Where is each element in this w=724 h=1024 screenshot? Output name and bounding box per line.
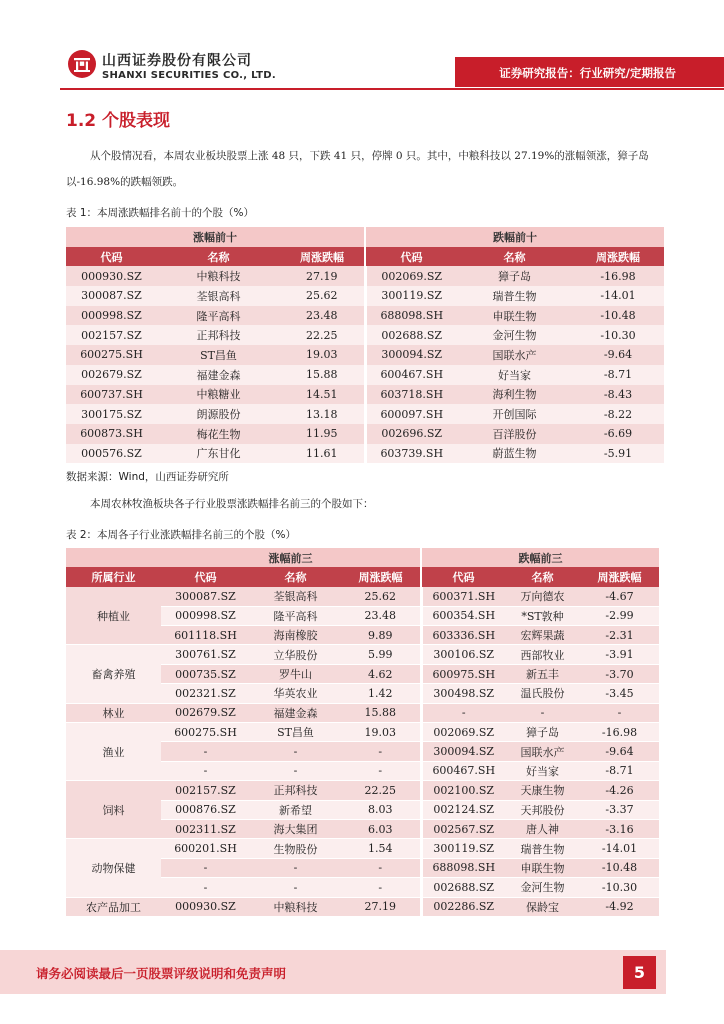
table-cell: -8.43 xyxy=(572,385,664,405)
table-cell: 603336.SH xyxy=(421,626,505,645)
table-cell: 600275.SH xyxy=(161,723,250,742)
table-cell: 獐子岛 xyxy=(457,266,572,286)
data-source: 数据来源：Wind，山西证券研究所 xyxy=(66,471,229,483)
table-row xyxy=(66,424,664,444)
table-row xyxy=(66,286,664,306)
table-cell: -3.16 xyxy=(580,819,659,838)
column-header: 周涨跌幅 xyxy=(341,567,421,586)
table-cell: 002679.SZ xyxy=(66,365,157,385)
table-cell: 申联生物 xyxy=(505,858,580,877)
table-cell: -16.98 xyxy=(580,723,659,742)
table-cell: 万向德农 xyxy=(505,587,580,606)
column-header: 代码 xyxy=(161,567,250,586)
table-row xyxy=(66,266,664,286)
group-header-up: 涨幅前三 xyxy=(161,548,421,567)
table-cell: 生物股份 xyxy=(250,839,341,858)
table-row xyxy=(66,781,659,800)
table-cell: 中粮科技 xyxy=(157,266,280,286)
company-logo-icon xyxy=(67,49,97,79)
industry-cell: 种植业 xyxy=(66,587,161,645)
column-header: 代码 xyxy=(66,247,157,267)
table-cell: - xyxy=(580,703,659,722)
table-cell: - xyxy=(161,858,250,877)
paragraph-intro: 本周农林牧渔板块各子行业股票涨跌幅排名前三的个股如下： xyxy=(90,498,374,510)
table-cell: 开创国际 xyxy=(457,404,572,424)
table-cell: 獐子岛 xyxy=(505,723,580,742)
table-cell: 603739.SH xyxy=(365,444,457,464)
table-cell: 000930.SZ xyxy=(161,897,250,916)
table-cell: -10.30 xyxy=(580,878,659,897)
table-cell: 好当家 xyxy=(505,761,580,780)
table-cell: 002321.SZ xyxy=(161,684,250,703)
table-cell: 西部牧业 xyxy=(505,645,580,664)
table-cell: 罗牛山 xyxy=(250,664,341,683)
table-row xyxy=(66,587,659,606)
table-cell: -16.98 xyxy=(572,266,664,286)
group-header-down: 跌幅前三 xyxy=(421,548,659,567)
table-cell: 瑞普生物 xyxy=(505,839,580,858)
column-header: 名称 xyxy=(457,247,572,267)
table-cell: 华英农业 xyxy=(250,684,341,703)
column-header: 周涨跌幅 xyxy=(572,247,664,267)
table-cell: -3.70 xyxy=(580,664,659,683)
table-cell: 海利生物 xyxy=(457,385,572,405)
table-row xyxy=(66,306,664,326)
table-subindustry-top3 xyxy=(66,548,659,917)
table-cell: 9.89 xyxy=(341,626,421,645)
company-name-cn: 山西证券股份有限公司 xyxy=(102,53,252,69)
table-cell: 温氏股份 xyxy=(505,684,580,703)
table-cell: 正邦科技 xyxy=(157,325,280,345)
table-cell: 申联生物 xyxy=(457,306,572,326)
table-cell: 600467.SH xyxy=(365,365,457,385)
table-cell: - xyxy=(341,761,421,780)
table-cell: 国联水产 xyxy=(505,742,580,761)
table-cell: 金河生物 xyxy=(457,325,572,345)
industry-cell: 林业 xyxy=(66,703,161,722)
table-cell: 600354.SH xyxy=(421,606,505,625)
table-cell: 688098.SH xyxy=(421,858,505,877)
table-cell: 22.25 xyxy=(341,781,421,800)
table-cell: 600275.SH xyxy=(66,345,157,365)
table-cell: 新五丰 xyxy=(505,664,580,683)
table-cell: 百洋股份 xyxy=(457,424,572,444)
table-cell: 002124.SZ xyxy=(421,800,505,819)
table-cell: - xyxy=(250,878,341,897)
table-cell: 000735.SZ xyxy=(161,664,250,683)
table-cell: 广东甘化 xyxy=(157,444,280,464)
table-cell: 002311.SZ xyxy=(161,819,250,838)
table-cell: 002157.SZ xyxy=(161,781,250,800)
table-cell: 隆平高科 xyxy=(157,306,280,326)
table-cell: 1.54 xyxy=(341,839,421,858)
table-cell: 000930.SZ xyxy=(66,266,157,286)
table-cell: 23.48 xyxy=(341,606,421,625)
table-cell: -3.45 xyxy=(580,684,659,703)
table-row xyxy=(66,723,659,742)
table-cell: - xyxy=(250,858,341,877)
table-cell: - xyxy=(161,878,250,897)
table-cell: 新希望 xyxy=(250,800,341,819)
table-cell: -9.64 xyxy=(572,345,664,365)
table-cell: 天邦股份 xyxy=(505,800,580,819)
table-cell: 600975.SH xyxy=(421,664,505,683)
table-row xyxy=(66,645,659,664)
table-cell: 300119.SZ xyxy=(365,286,457,306)
table-cell: 8.03 xyxy=(341,800,421,819)
table-cell: 隆平高科 xyxy=(250,606,341,625)
table-cell: 300094.SZ xyxy=(365,345,457,365)
table-cell: 000998.SZ xyxy=(66,306,157,326)
table-cell: 福建金森 xyxy=(157,365,280,385)
table-cell: *ST敦种 xyxy=(505,606,580,625)
table-cell: 002069.SZ xyxy=(421,723,505,742)
column-header: 周涨跌幅 xyxy=(280,247,365,267)
table-cell: 4.62 xyxy=(341,664,421,683)
table-cell: -10.30 xyxy=(572,325,664,345)
table-cell: 300498.SZ xyxy=(421,684,505,703)
table-row xyxy=(66,385,664,405)
table-cell: 002100.SZ xyxy=(421,781,505,800)
table-row xyxy=(66,345,664,365)
industry-cell: 畜禽养殖 xyxy=(66,645,161,703)
table-cell: 002157.SZ xyxy=(66,325,157,345)
table-cell: -14.01 xyxy=(580,839,659,858)
table1-caption: 表 1：本周涨跌幅排名前十的个股（%） xyxy=(66,207,254,219)
table-cell: -5.91 xyxy=(572,444,664,464)
table-cell: 中粮糖业 xyxy=(157,385,280,405)
table-cell: - xyxy=(421,703,505,722)
table-cell: - xyxy=(341,742,421,761)
footer-bar xyxy=(0,950,666,994)
table-cell: 603718.SH xyxy=(365,385,457,405)
table-cell: 300119.SZ xyxy=(421,839,505,858)
table-cell: -9.64 xyxy=(580,742,659,761)
table-cell: 19.03 xyxy=(341,723,421,742)
table-cell: -3.37 xyxy=(580,800,659,819)
column-header: 名称 xyxy=(505,567,580,586)
table-cell: 11.95 xyxy=(280,424,365,444)
table-cell: -3.91 xyxy=(580,645,659,664)
table-cell: - xyxy=(161,761,250,780)
table-cell: 国联水产 xyxy=(457,345,572,365)
column-header: 所属行业 xyxy=(66,567,161,586)
table-cell: 15.88 xyxy=(280,365,365,385)
table-cell: 300761.SZ xyxy=(161,645,250,664)
table-top10 xyxy=(66,227,664,463)
table-cell: 000998.SZ xyxy=(161,606,250,625)
table-row xyxy=(66,839,659,858)
table-cell: 天康生物 xyxy=(505,781,580,800)
table-cell: 300106.SZ xyxy=(421,645,505,664)
table-cell: 27.19 xyxy=(341,897,421,916)
table-row xyxy=(66,404,664,424)
table-cell: 25.62 xyxy=(280,286,365,306)
table-cell: 中粮科技 xyxy=(250,897,341,916)
table-cell: 27.19 xyxy=(280,266,365,286)
table-row xyxy=(66,897,659,916)
table-cell: 300175.SZ xyxy=(66,404,157,424)
report-type: 证券研究报告：行业研究/定期报告 xyxy=(499,66,676,80)
table-cell: 002688.SZ xyxy=(421,878,505,897)
company-name-en: SHANXI SECURITIES CO., LTD. xyxy=(102,70,276,81)
table-cell: 15.88 xyxy=(341,703,421,722)
table-cell: 688098.SH xyxy=(365,306,457,326)
table-cell: 好当家 xyxy=(457,365,572,385)
table-cell: - xyxy=(250,761,341,780)
table-cell: 正邦科技 xyxy=(250,781,341,800)
table-cell: 金河生物 xyxy=(505,878,580,897)
table-cell: 002567.SZ xyxy=(421,819,505,838)
table-cell: 600097.SH xyxy=(365,404,457,424)
industry-cell: 渔业 xyxy=(66,723,161,781)
industry-cell: 饲料 xyxy=(66,781,161,839)
table-cell: 瑞普生物 xyxy=(457,286,572,306)
table-cell: 14.51 xyxy=(280,385,365,405)
table-cell: 梅花生物 xyxy=(157,424,280,444)
industry-cell: 动物保健 xyxy=(66,839,161,897)
table-cell: - xyxy=(341,858,421,877)
table-cell: 300087.SZ xyxy=(161,587,250,606)
table-row xyxy=(66,703,659,722)
table-cell: 13.18 xyxy=(280,404,365,424)
table-row xyxy=(66,325,664,345)
header-divider xyxy=(60,88,724,90)
group-header-down: 跌幅前十 xyxy=(365,227,664,247)
group-header-up: 涨幅前十 xyxy=(66,227,365,247)
column-header: 代码 xyxy=(421,567,505,586)
table-cell: 25.62 xyxy=(341,587,421,606)
table-cell: ST昌鱼 xyxy=(157,345,280,365)
table-cell: 000876.SZ xyxy=(161,800,250,819)
table-cell: 11.61 xyxy=(280,444,365,464)
table-cell: -2.31 xyxy=(580,626,659,645)
table-cell: 002688.SZ xyxy=(365,325,457,345)
page-number: 5 xyxy=(623,956,656,989)
table-cell: 600873.SH xyxy=(66,424,157,444)
table-cell: 601118.SH xyxy=(161,626,250,645)
table-cell: 600201.SH xyxy=(161,839,250,858)
table-cell: 600371.SH xyxy=(421,587,505,606)
table-cell: -6.69 xyxy=(572,424,664,444)
table-cell: - xyxy=(505,703,580,722)
section-title: 1.2 个股表现 xyxy=(66,111,171,131)
table-cell: 蔚蓝生物 xyxy=(457,444,572,464)
table-cell: 荃银高科 xyxy=(157,286,280,306)
industry-cell: 农产品加工 xyxy=(66,897,161,916)
table2-caption: 表 2：本周各子行业涨跌幅排名前三的个股（%） xyxy=(66,529,296,541)
table-cell: 海大集团 xyxy=(250,819,341,838)
table-cell: - xyxy=(161,742,250,761)
page-header xyxy=(0,0,724,92)
table-cell: -10.48 xyxy=(572,306,664,326)
table-cell: -8.71 xyxy=(572,365,664,385)
table-cell: 000576.SZ xyxy=(66,444,157,464)
table-cell: 荃银高科 xyxy=(250,587,341,606)
report-type-bar xyxy=(455,57,724,87)
disclaimer-notice: 请务必阅读最后一页股票评级说明和免责声明 xyxy=(36,966,287,981)
table-cell: 23.48 xyxy=(280,306,365,326)
paragraph-summary: 从个股情况看，本周农业板块股票上涨 48 只，下跌 41 只，停牌 0 只。其中，中粮科技以 27.19%的涨幅领涨，獐子岛以-16.98%的跌幅领跌。 xyxy=(66,150,649,188)
table-cell: 福建金森 xyxy=(250,703,341,722)
column-header: 周涨跌幅 xyxy=(580,567,659,586)
table-cell: 300087.SZ xyxy=(66,286,157,306)
table-cell: 19.03 xyxy=(280,345,365,365)
table-cell: -14.01 xyxy=(572,286,664,306)
table-cell: -10.48 xyxy=(580,858,659,877)
table-cell: 002286.SZ xyxy=(421,897,505,916)
table-cell: -4.92 xyxy=(580,897,659,916)
column-header: 名称 xyxy=(250,567,341,586)
table-cell: - xyxy=(250,742,341,761)
table-cell: 002696.SZ xyxy=(365,424,457,444)
table-cell: - xyxy=(341,878,421,897)
table-row xyxy=(66,444,664,464)
table-cell: 朗源股份 xyxy=(157,404,280,424)
table-row xyxy=(66,365,664,385)
table-cell: ST昌鱼 xyxy=(250,723,341,742)
table-cell: 5.99 xyxy=(341,645,421,664)
table-cell: 002069.SZ xyxy=(365,266,457,286)
table-cell: -2.99 xyxy=(580,606,659,625)
table-cell: 002679.SZ xyxy=(161,703,250,722)
table-cell: 600737.SH xyxy=(66,385,157,405)
table-cell: 600467.SH xyxy=(421,761,505,780)
table-cell: 唐人神 xyxy=(505,819,580,838)
table-cell: 海南橡胶 xyxy=(250,626,341,645)
table-cell: 22.25 xyxy=(280,325,365,345)
table-cell: 1.42 xyxy=(341,684,421,703)
table-cell: 立华股份 xyxy=(250,645,341,664)
column-header: 代码 xyxy=(365,247,457,267)
table-cell: -4.67 xyxy=(580,587,659,606)
table-cell: 300094.SZ xyxy=(421,742,505,761)
table-cell: 宏辉果蔬 xyxy=(505,626,580,645)
table-cell: -4.26 xyxy=(580,781,659,800)
column-header: 名称 xyxy=(157,247,280,267)
table-cell: -8.71 xyxy=(580,761,659,780)
table-cell: 6.03 xyxy=(341,819,421,838)
table-cell: 保龄宝 xyxy=(505,897,580,916)
table-cell: -8.22 xyxy=(572,404,664,424)
